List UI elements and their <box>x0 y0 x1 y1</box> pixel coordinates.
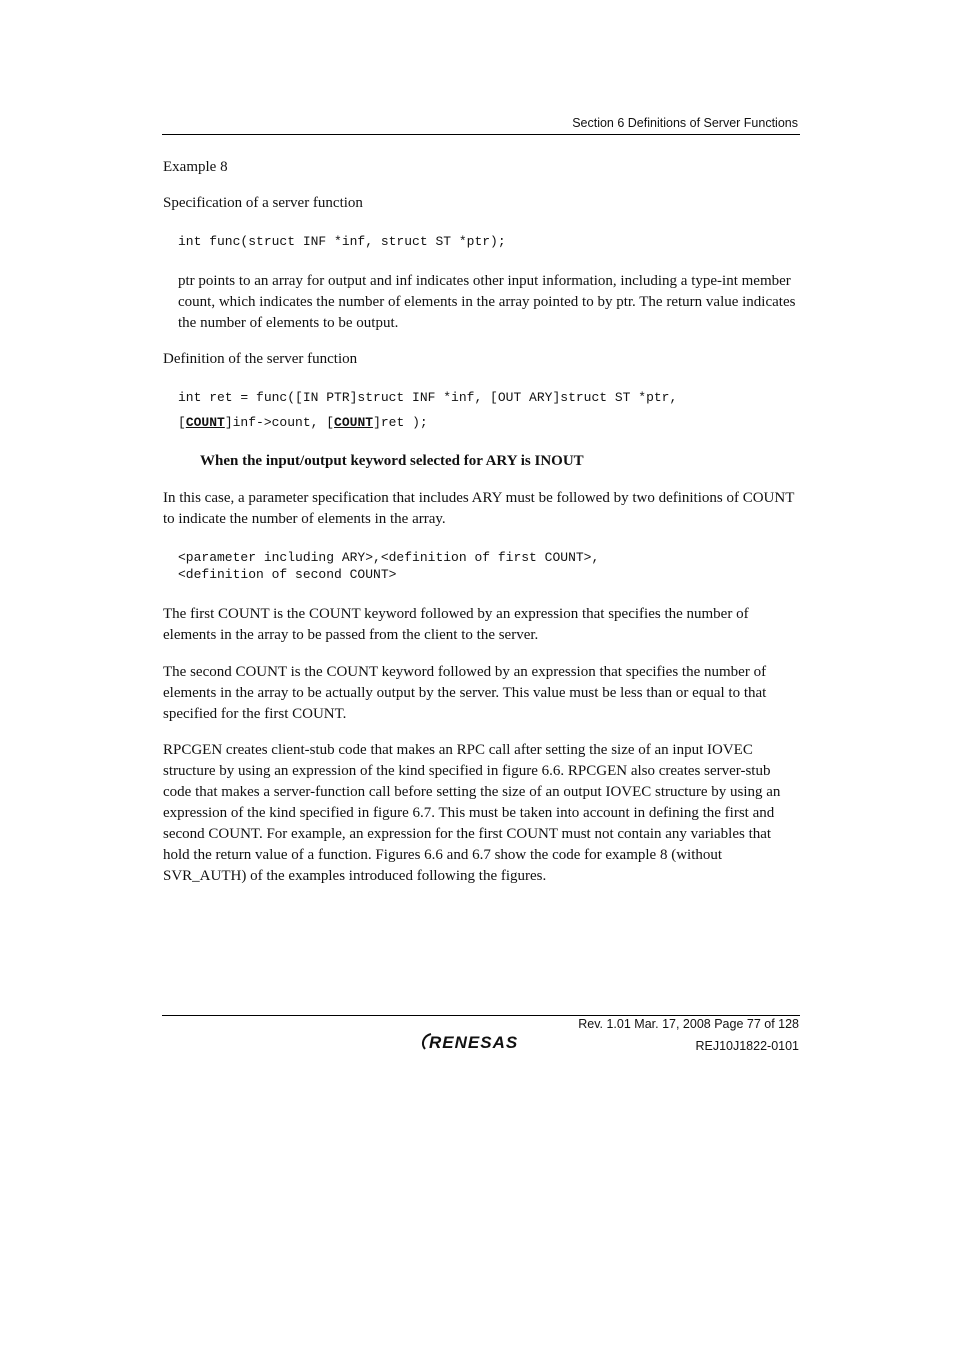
renesas-logo <box>421 1030 543 1052</box>
document-number: REJ10J1822-0101 <box>695 1039 799 1053</box>
header-rule <box>162 134 800 135</box>
spec-description: ptr points to an array for output and inf indicates other input information, including a type-int member count, which indicates the number of elements in the array pointed to by ptr. The return value indicates the number of elements to be output. <box>178 273 796 331</box>
rpcgen-description: RPCGEN creates client-stub code that makes an RPC call after setting the size of an input IOVEC structure by using an expression of the kind specified in figure 6.6. RPCGEN also creates server-stub code that makes a server-function call before setting the size of an output IOVEC structure by using an expression of the kind specified in figure 6.7. This must be taken into account in defining the first and second COUNT. For example, an expression for the first COUNT must not contain any variables that hold the return value of a function. Figures 6.6 and 6.7 show the code for example 8 (without SVR_AUTH) of the examples introduced following the figures. <box>163 742 781 884</box>
definition-code-line-2 <box>178 414 428 431</box>
spec-code: int func(struct INF *inf, struct ST *ptr); <box>178 234 506 249</box>
first-count-description: The first COUNT is the COUNT keyword followed by an expression that specifies the number of elements in the array to be passed from the client to the server. <box>163 606 749 643</box>
second-count-description: The second COUNT is the COUNT keyword followed by an expression that specifies the number of elements in the array to be actually output by the server. This value must be less than or equal to that specified for the first COUNT. <box>163 664 767 722</box>
code-fragment: ]inf->count, [ <box>224 415 335 430</box>
definition-heading: Definition of the server function <box>163 351 358 367</box>
example-title: Example 8 <box>163 159 228 175</box>
revision-info: Rev. 1.01 Mar. 17, 2008 Page 77 of 128 <box>578 1017 799 1031</box>
inout-code-line-2: <definition of second COUNT> <box>178 567 397 582</box>
code-fragment: [ <box>178 415 186 430</box>
logo-text: RENESAS <box>429 1033 519 1052</box>
spec-heading: Specification of a server function <box>163 195 363 211</box>
section-header: Section 6 Definitions of Server Functions <box>572 116 798 130</box>
code-fragment: ]ret ); <box>373 415 428 430</box>
count-keyword: COUNT <box>334 415 374 430</box>
count-keyword: COUNT <box>185 415 225 430</box>
footer-rule <box>162 1015 800 1016</box>
inout-heading: When the input/output keyword selected for ARY is INOUT <box>200 453 584 469</box>
definition-code-line-1: int ret = func([IN PTR]struct INF *inf, [OUT ARY]struct ST *ptr, <box>178 390 678 405</box>
inout-description: In this case, a parameter specification that includes ARY must be followed by two definitions of COUNT to indicate the number of elements in the array. <box>163 490 795 527</box>
inout-code-line-1: <parameter including ARY>,<definition of first COUNT>, <box>178 550 600 565</box>
